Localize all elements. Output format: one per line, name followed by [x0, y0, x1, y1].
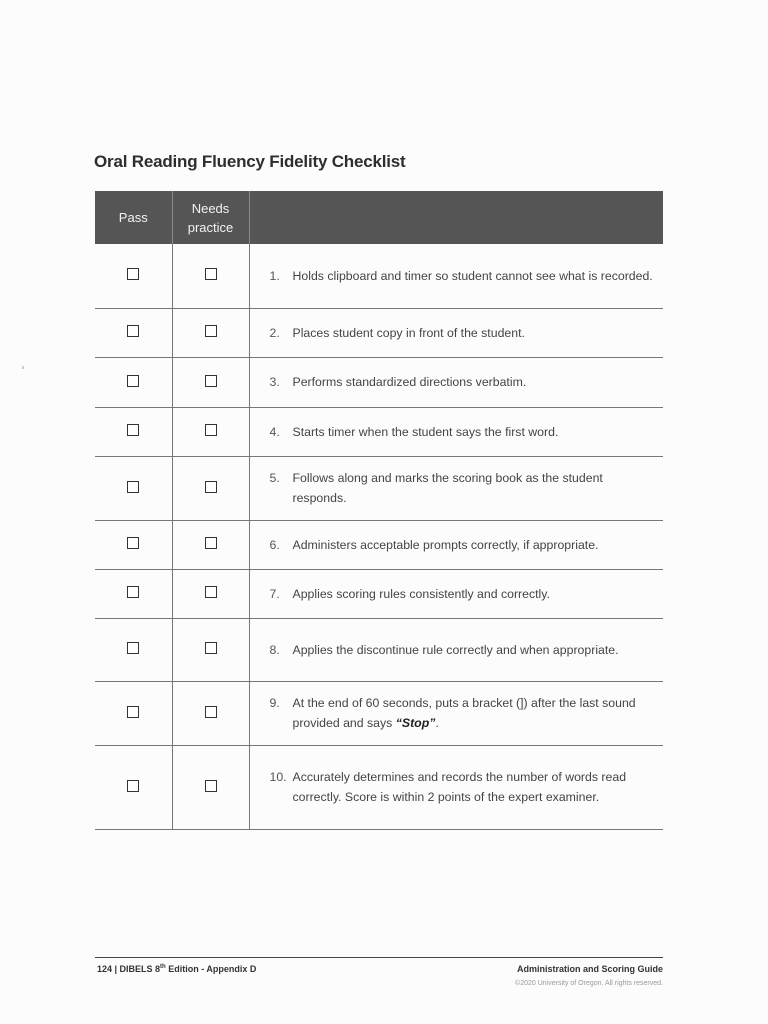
needs-practice-header-line2: practice [187, 219, 234, 235]
item-number: 10. [269, 770, 287, 784]
checklist-row [95, 569, 663, 618]
item-cell [249, 618, 663, 681]
item-text [293, 767, 656, 807]
item-text-main: Administers acceptable prompts correctly, if appropriate. [292, 537, 599, 552]
item-text-tail: . [435, 716, 439, 730]
needs-practice-cell [172, 745, 249, 829]
item-number: 9. [269, 696, 280, 710]
checklist-item [250, 584, 664, 604]
pass-cell [95, 357, 172, 407]
checklist-row [95, 618, 663, 681]
pass-cell [95, 456, 172, 520]
needs-practice-checkbox[interactable] [205, 780, 217, 792]
pass-checkbox[interactable] [127, 375, 139, 387]
checklist-row [95, 407, 663, 456]
item-cell [249, 357, 663, 407]
needs-practice-cell [172, 618, 249, 681]
item-text [293, 693, 656, 733]
item-cell [249, 520, 663, 569]
item-column-header [249, 191, 663, 244]
needs-practice-checkbox[interactable] [205, 268, 217, 280]
checklist-row [95, 745, 663, 829]
pass-cell [95, 745, 172, 829]
pass-checkbox[interactable] [127, 537, 139, 549]
pass-cell [95, 520, 172, 569]
pass-checkbox[interactable] [127, 268, 139, 280]
needs-practice-cell [172, 407, 249, 456]
footer-page-info: 124 | DIBELS 8th Edition - Appendix D [97, 964, 257, 974]
needs-practice-header-line1: Needs [191, 200, 230, 216]
item-number: 3. [269, 375, 280, 389]
pass-cell [95, 569, 172, 618]
checklist-row [95, 308, 663, 357]
needs-practice-checkbox[interactable] [205, 642, 217, 654]
needs-practice-checkbox[interactable] [205, 586, 217, 598]
needs-practice-checkbox[interactable] [205, 424, 217, 436]
item-text [293, 422, 656, 442]
checklist-row [95, 520, 663, 569]
item-text [293, 372, 656, 392]
item-number: 7. [269, 586, 280, 601]
needs-practice-checkbox[interactable] [205, 375, 217, 387]
needs-practice-cell [172, 357, 249, 407]
item-number: 4. [269, 424, 280, 439]
checklist-item [250, 372, 664, 392]
item-cell [249, 745, 663, 829]
pass-checkbox[interactable] [127, 325, 139, 337]
needs-practice-checkbox[interactable] [205, 537, 217, 549]
checklist-row [95, 681, 663, 745]
needs-practice-cell [172, 520, 249, 569]
item-number: 8. [269, 642, 280, 657]
needs-practice-checkbox[interactable] [205, 325, 217, 337]
item-text-main: At the end of 60 seconds, puts a bracket (]) after the last sound provided and says [292, 696, 636, 730]
item-cell [249, 308, 663, 357]
item-cell [249, 681, 663, 745]
checklist-item [250, 767, 664, 807]
footer-divider [95, 957, 663, 958]
item-text [293, 640, 656, 660]
item-number: 2. [269, 325, 280, 340]
needs-practice-cell [172, 681, 249, 745]
item-text [293, 535, 656, 555]
item-text-main: Holds clipboard and timer so student cannot see what is recorded. [292, 268, 653, 283]
item-cell [249, 569, 663, 618]
pass-cell [95, 618, 172, 681]
item-emphasis: “Stop” [395, 716, 436, 730]
pass-checkbox[interactable] [127, 586, 139, 598]
pass-checkbox[interactable] [127, 642, 139, 654]
table-header-row [95, 191, 663, 244]
item-text-main: Follows along and marks the scoring book as the student responds. [292, 471, 603, 505]
needs-practice-column-header [172, 191, 249, 244]
pass-cell [95, 308, 172, 357]
item-number: 6. [269, 537, 280, 552]
checklist-row [95, 456, 663, 520]
pass-checkbox[interactable] [127, 780, 139, 792]
checklist-item [250, 468, 664, 508]
pass-checkbox[interactable] [127, 706, 139, 718]
scan-speck [22, 366, 24, 369]
checklist-row [95, 244, 663, 308]
item-text-main: Performs standardized directions verbatim. [292, 375, 527, 389]
item-text-main: Applies scoring rules consistently and correctly. [292, 586, 550, 601]
pass-checkbox[interactable] [127, 481, 139, 493]
pass-column-header: Pass [95, 191, 172, 244]
item-text-main: Applies the discontinue rule correctly and when appropriate. [292, 642, 619, 657]
item-cell [249, 244, 663, 308]
checklist-item [250, 323, 664, 343]
item-number: 1. [269, 268, 280, 283]
item-text [293, 266, 656, 286]
checklist-item [250, 422, 664, 442]
item-text [293, 323, 656, 343]
item-text [293, 584, 656, 604]
item-cell [249, 407, 663, 456]
needs-practice-cell [172, 308, 249, 357]
checklist-item [250, 266, 664, 286]
footer-guide-title: Administration and Scoring Guide [516, 964, 663, 974]
footer-copyright: ©2020 University of Oregon. All rights reserved. [515, 980, 663, 987]
checklist-item [250, 535, 664, 555]
item-cell [249, 456, 663, 520]
checklist-item [250, 640, 664, 660]
item-text-main: Starts timer when the student says the first word. [292, 424, 559, 439]
needs-practice-cell [172, 244, 249, 308]
needs-practice-cell [172, 569, 249, 618]
item-text-main: Accurately determines and records the number of words read correctly. Score is within 2 points of the expert examiner. [292, 770, 627, 804]
needs-practice-cell [172, 456, 249, 520]
fidelity-checklist-table [95, 191, 663, 830]
pass-checkbox[interactable] [127, 424, 139, 436]
pass-cell [95, 244, 172, 308]
pass-cell [95, 407, 172, 456]
checklist-row [95, 357, 663, 407]
pass-cell [95, 681, 172, 745]
item-text-main: Places student copy in front of the student. [292, 325, 525, 340]
checklist-item [250, 693, 664, 733]
item-text [293, 468, 656, 508]
needs-practice-checkbox[interactable] [205, 706, 217, 718]
item-number: 5. [269, 471, 280, 485]
page-title: Oral Reading Fluency Fidelity Checklist [94, 152, 406, 171]
needs-practice-checkbox[interactable] [205, 481, 217, 493]
